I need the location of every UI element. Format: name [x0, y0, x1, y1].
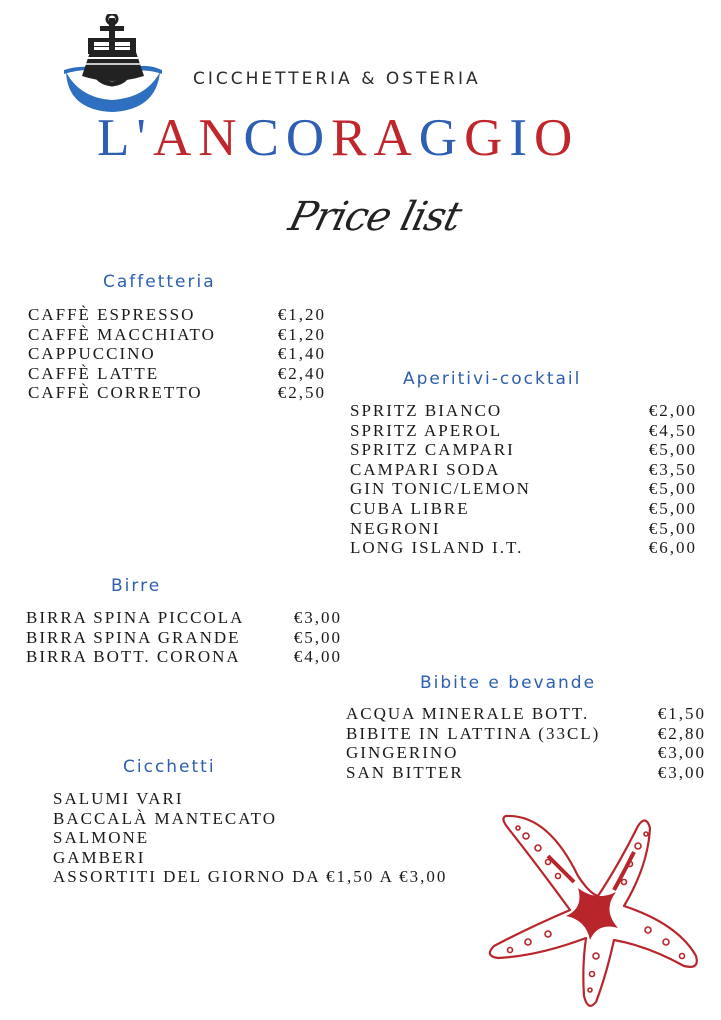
menu-item-row	[28, 383, 326, 403]
menu-list-aperitivi	[350, 401, 697, 558]
title-letter: G	[418, 109, 465, 167]
menu-item-name: BIBITE IN LATTINA (33CL)	[346, 723, 601, 743]
menu-item-row	[26, 608, 342, 628]
menu-item-name: CAFFÈ LATTE	[28, 363, 160, 383]
menu-item-row	[28, 364, 326, 384]
menu-item-row	[53, 848, 513, 868]
menu-item-row	[350, 519, 697, 539]
menu-list-bibite	[346, 704, 706, 782]
anchor-boat-logo-icon	[60, 14, 164, 118]
menu-item-row	[350, 421, 697, 441]
menu-item-name: BIRRA SPINA GRANDE	[26, 627, 241, 647]
menu-item-row	[53, 867, 513, 887]
menu-item-row	[53, 828, 513, 848]
menu-item-row	[26, 647, 342, 667]
menu-item-name: BIRRA SPINA PICCOLA	[26, 608, 245, 627]
menu-list-birre	[26, 608, 342, 667]
section-heading-aperitivi: Aperitivi-cocktail	[403, 369, 582, 389]
menu-item-name: CAPPUCCINO	[28, 344, 156, 364]
menu-item-row	[346, 724, 706, 744]
section-heading-birre: Birre	[111, 576, 162, 596]
menu-item-name: GAMBERI	[53, 847, 146, 867]
menu-list-cicchetti	[53, 789, 513, 887]
title-letter: G	[464, 109, 510, 167]
menu-item-row	[346, 743, 706, 763]
menu-item-name: CUBA LIBRE	[350, 498, 470, 518]
title-letter: I	[509, 109, 534, 167]
section-heading-bibite: Bibite e bevande	[420, 673, 597, 693]
menu-item-price: €3,00	[293, 608, 342, 627]
menu-list-caffetteria	[28, 305, 326, 403]
menu-item-row	[350, 479, 697, 499]
menu-item-row	[28, 305, 326, 325]
menu-item-price: €4,50	[648, 420, 697, 440]
menu-item-price: €4,00	[293, 647, 342, 667]
menu-item-price: €2,40	[277, 363, 326, 383]
menu-item-name: GIN TONIC/LEMON	[350, 479, 531, 499]
menu-item-row	[350, 440, 697, 460]
menu-item-row	[350, 460, 697, 480]
menu-item-price: €1,20	[277, 305, 326, 324]
menu-item-name: BACCALÀ MANTECATO	[53, 808, 278, 828]
restaurant-title	[97, 109, 580, 167]
menu-item-name: CAFFÈ ESPRESSO	[28, 305, 196, 324]
menu-item-name: SPRITZ CAMPARI	[350, 440, 515, 460]
title-letter: '	[136, 109, 153, 167]
menu-item-name: CAMPARI SODA	[350, 459, 501, 479]
menu-item-name: NEGRONI	[350, 518, 441, 538]
title-letter: O	[534, 109, 580, 167]
title-letter: R	[331, 109, 374, 167]
menu-item-name: SPRITZ APEROL	[350, 420, 503, 440]
starfish-icon	[478, 806, 708, 1011]
menu-item-price: €1,40	[277, 344, 326, 364]
menu-item-name: ACQUA MINERALE BOTT.	[346, 704, 590, 723]
menu-item-row	[53, 809, 513, 829]
menu-item-name: GINGERINO	[346, 743, 459, 763]
menu-item-name: ASSORTITI DEL GIORNO DA €1,50 A €3,00	[53, 867, 448, 887]
menu-item-price: €1,20	[277, 324, 326, 344]
menu-item-price: €5,00	[648, 479, 697, 499]
menu-item-price: €5,00	[293, 627, 342, 647]
menu-item-price: €3,50	[648, 459, 697, 479]
price-list-heading: Price list	[284, 194, 466, 240]
menu-item-name: CAFFÈ MACCHIATO	[28, 324, 216, 344]
menu-item-row	[350, 538, 697, 558]
section-heading-caffetteria: Caffetteria	[103, 272, 216, 292]
menu-item-price: €5,00	[648, 518, 697, 538]
menu-item-name: LONG ISLAND I.T.	[350, 538, 524, 558]
menu-item-price: €2,50	[277, 383, 326, 403]
menu-item-price: €2,80	[657, 723, 706, 743]
title-letter: C	[243, 109, 286, 167]
menu-item-price: €1,50	[657, 704, 706, 723]
subtitle: CICCHETTERIA & OSTERIA	[193, 69, 481, 89]
title-letter: O	[285, 109, 332, 167]
title-letter: N	[198, 109, 244, 167]
menu-item-row	[53, 789, 513, 809]
menu-item-name: SPRITZ BIANCO	[350, 401, 503, 420]
title-letter: A	[373, 109, 419, 167]
section-heading-cicchetti: Cicchetti	[123, 757, 216, 777]
menu-item-name: SAN BITTER	[346, 762, 464, 782]
menu-item-price: €6,00	[648, 538, 697, 558]
menu-item-price: €3,00	[657, 743, 706, 763]
title-letter: L	[97, 109, 137, 167]
menu-item-row	[28, 344, 326, 364]
menu-item-row	[350, 401, 697, 421]
menu-item-price: €2,00	[648, 401, 697, 420]
title-letter: A	[152, 109, 199, 167]
menu-item-name: SALUMI VARI	[53, 789, 184, 808]
menu-item-price: €3,00	[657, 762, 706, 782]
menu-item-name: SALMONE	[53, 828, 150, 848]
menu-item-row	[350, 499, 697, 519]
menu-item-row	[28, 325, 326, 345]
menu-item-price: €5,00	[648, 498, 697, 518]
menu-item-price: €5,00	[648, 440, 697, 460]
menu-item-name: BIRRA BOTT. CORONA	[26, 647, 241, 667]
menu-item-row	[346, 763, 706, 783]
menu-item-row	[26, 628, 342, 648]
menu-item-name: CAFFÈ CORRETTO	[28, 383, 203, 403]
menu-item-row	[346, 704, 706, 724]
